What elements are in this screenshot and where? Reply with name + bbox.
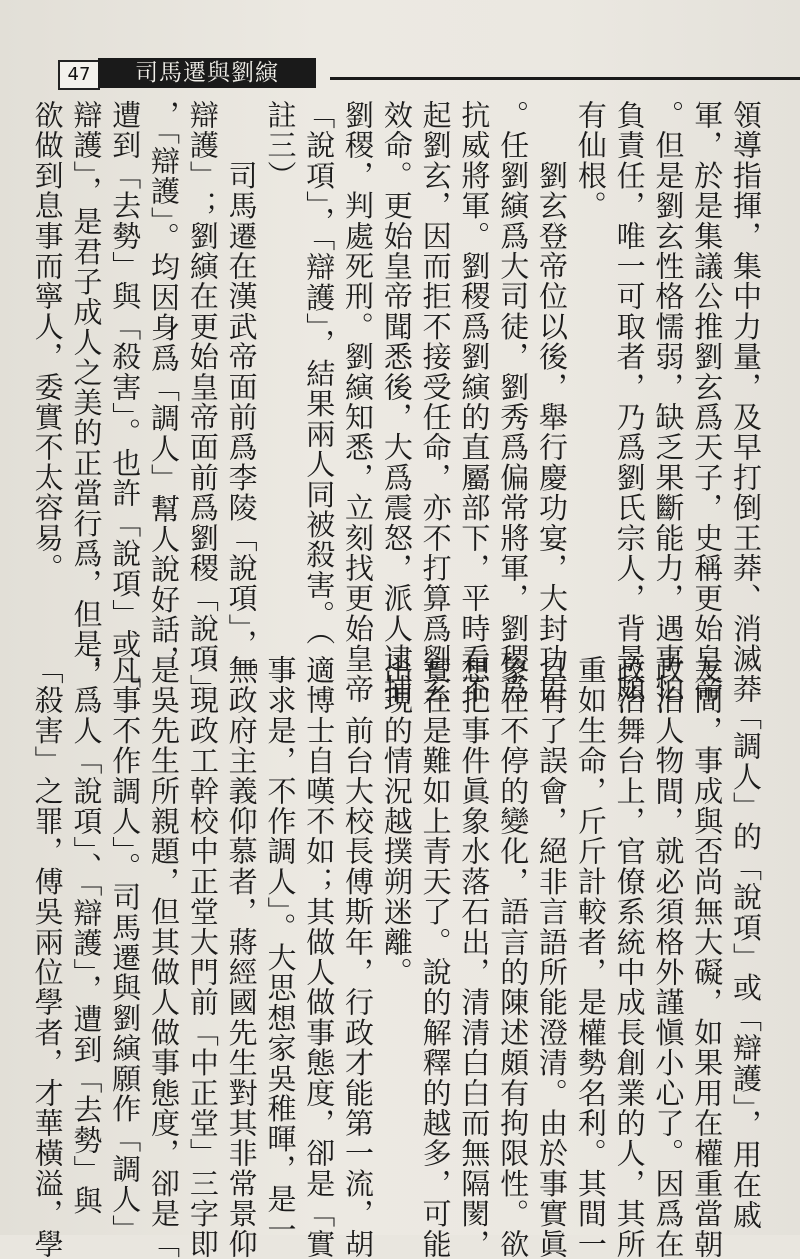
text-column: 有仙根。	[573, 100, 608, 221]
text-column: 政治舞台上，官僚系統中成長創業的人，其所	[612, 655, 647, 1259]
text-column: ，「辯護」。均因身爲「調人」幫人說好話，	[147, 100, 182, 675]
text-column: 負責任，唯一可取者，乃爲劉氏宗人，背景頗	[612, 100, 647, 704]
text-column: 適博士自嘆不如；其做人做事態度，卻是「實	[302, 655, 337, 1259]
text-column: 「調人」的「說項」或「辯護」，用在戚	[729, 655, 763, 1230]
text-column: 實在是難如上青天了。說的解釋的越多，可能	[418, 655, 453, 1259]
text-column: 司馬遷在漢武帝面前爲李陵「說項」，「	[224, 100, 259, 675]
text-column: 辯護」；劉縯在更始皇帝面前爲劉稷「說項」	[185, 100, 220, 704]
running-header	[58, 58, 768, 90]
upper-text-block	[28, 100, 765, 704]
text-column: 劉玄登帝位以後，舉行慶功宴，大封功臣	[535, 100, 570, 704]
text-column: 效命。更始皇帝聞悉後，大爲震怒，派人逮捕	[379, 100, 414, 704]
text-column: 起劉玄，因而拒不接受任命，亦不打算爲劉玄	[418, 100, 453, 704]
text-column: 無政府主義仰慕者，蔣經國先生對其非常景仰	[224, 655, 259, 1259]
text-column: 「說項」，「辯護」，結果兩人同被殺害。（	[302, 100, 337, 646]
text-column: 註三）	[263, 100, 298, 191]
text-column: ，現政工幹校中正堂大門前「中正堂」三字即	[185, 655, 220, 1259]
text-column: 抗威將軍。劉稷爲劉縯的直屬部下，平時看不	[457, 100, 492, 704]
header-rule	[330, 77, 800, 80]
text-column: 友間，事成與否尚無大礙，如果用在權重當朝	[690, 655, 725, 1259]
lower-text-block	[28, 655, 765, 1259]
text-column: 是吳先生所親題，但其做人做事態度，卻是「	[147, 655, 182, 1259]
text-column: 。但是劉玄性格懦弱，缺乏果斷能力，遇事怕	[651, 100, 686, 704]
text-column: 凡事不作調人」。司馬遷與劉縯願作「調人」	[108, 655, 143, 1245]
text-column: 遭到「去勢」與「殺害」。也許「說項」或「	[108, 100, 143, 690]
text-column: 軍，於是集議公推劉玄爲天子，史稱更始皇帝	[690, 100, 725, 704]
text-column: 重如生命，斤斤計較者，是權勢名利。其間一	[573, 655, 608, 1259]
text-column: 象在不停的變化，語言的陳述頗有拘限性。欲	[496, 655, 531, 1259]
text-column: 「殺害」之罪，傅吳兩位學者，才華橫溢，學	[30, 655, 65, 1259]
text-column: 。任劉縯爲大司徒，劉秀爲偏常將軍，劉稷爲	[496, 100, 531, 704]
text-column: 旦有了誤會，絕非言語所能澄清。由於事實眞	[535, 655, 570, 1259]
chapter-title: 司馬遷與劉縯	[98, 58, 316, 88]
page-number: 47	[58, 60, 100, 90]
text-column: 政治人物間，就必須格外謹愼小心了。因爲在	[651, 655, 686, 1259]
text-column: 領導指揮，集中力量，及早打倒王莽、消滅莽	[729, 100, 763, 704]
text-column: 想把事件眞象水落石出，清清白白而無隔閡，	[457, 655, 492, 1259]
text-column: 出現的情況越撲朔迷離。	[379, 655, 414, 988]
text-column: 辯護」，是君子成人之美的正當行爲，但是，	[69, 100, 104, 690]
text-column: 前台大校長傅斯年，行政才能第一流，胡	[341, 655, 376, 1259]
text-column: 事求是，不作調人」。大思想家吳稚暉，是一	[263, 655, 298, 1245]
text-column: 欲做到息事而寧人，委實不太容易。	[30, 100, 65, 584]
text-column: ，爲人「說項」、「辯護」，遭到「去勢」與	[69, 655, 104, 1216]
text-column: 劉稷，判處死刑。劉縯知悉，立刻找更始皇帝	[341, 100, 376, 704]
